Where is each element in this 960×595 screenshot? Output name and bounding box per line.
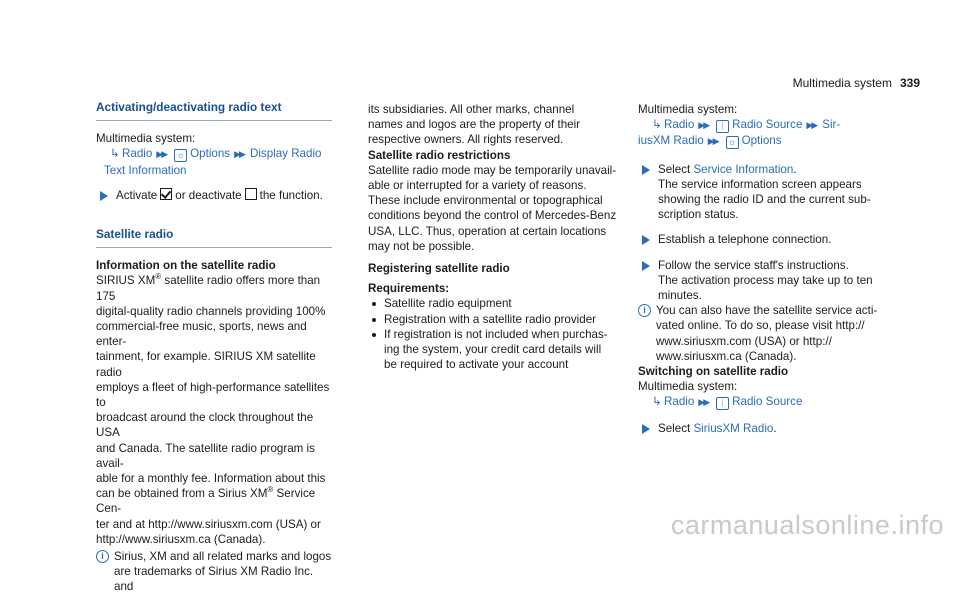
- nav-display-radio-text[interactable]: Display Radio Text Information: [104, 147, 322, 177]
- step-arrow-icon: [100, 191, 108, 201]
- options-icon: ☼: [174, 149, 187, 162]
- checked-box-icon: [160, 188, 172, 200]
- system-label: Multimedia system:: [638, 103, 738, 116]
- nav-path: [638, 394, 883, 410]
- chevron-double-icon: ▶▶: [707, 136, 718, 147]
- section-title-satellite-radio: Satellite radio: [96, 227, 332, 248]
- nav-options[interactable]: Options: [190, 147, 231, 161]
- chevron-double-icon: ▶▶: [698, 397, 709, 408]
- nav-radio-source[interactable]: Radio Source: [732, 118, 803, 132]
- radio-source-icon: ᛁ: [716, 120, 729, 133]
- online-activation-note: i You can also have the satellite service acti- vated online. To do so, please visit http:// www.siriusxm.com (USA) or http:// www.siriusxm.ca (Canada).: [638, 303, 883, 364]
- nav-siriusxm-part1[interactable]: Sir-: [822, 118, 841, 132]
- requirement-item: Registration with a satellite radio provider: [368, 312, 630, 327]
- siriusxm-radio-link[interactable]: SiriusXM Radio: [693, 421, 774, 435]
- step-follow-instructions: Follow the service staff's instructions. The activation process may take up to ten minutes.: [638, 258, 883, 304]
- requirement-item: Satellite radio equipment: [368, 296, 630, 311]
- header-section: Multimedia system: [792, 76, 892, 90]
- nav-path: [638, 117, 883, 133]
- options-icon: ☼: [726, 136, 739, 149]
- return-arrow-icon: ↳: [652, 118, 662, 132]
- chevron-double-icon: ▶▶: [698, 120, 709, 131]
- info-icon: i: [638, 304, 651, 317]
- unchecked-box-icon: [245, 188, 257, 200]
- trademark-note: i Sirius, XM and all related marks and logos are trademarks of Sirius XM Radio Inc. and: [96, 549, 332, 595]
- registering-heading: Registering satellite radio: [368, 262, 510, 276]
- step-arrow-icon: [642, 424, 650, 434]
- chevron-double-icon: ▶▶: [806, 120, 817, 131]
- nav-radio[interactable]: Radio: [122, 147, 153, 161]
- step-select-service-info: Select Service Information. The service information screen appears showing the radio ID and the current sub- scription status.: [638, 162, 883, 223]
- chevron-double-icon: ▶▶: [234, 149, 244, 160]
- nav-radio[interactable]: Radio: [664, 395, 695, 409]
- section-title-radio-text: Activating/deactivating radio text: [96, 100, 332, 121]
- step-arrow-icon: [642, 235, 650, 245]
- system-label: Multimedia system:: [96, 132, 196, 146]
- step-telephone: Establish a telephone connection.: [638, 232, 883, 247]
- column-1: [96, 100, 332, 595]
- restrictions-heading: Satellite radio restrictions: [368, 148, 511, 162]
- nav-radio-source[interactable]: Radio Source: [732, 395, 803, 409]
- info-paragraph: SIRIUS XM® satellite radio offers more than 175 digital-quality radio channels providing 100% commercial-free music, sports, news and enter- tainment, for example. SIRIUS XM satellite radio employs a fleet of high-performance satellites to broadcast around the clock throughout the USA and Canada. The satellite radio program is avail- able for a monthly fee. Information about this can be obtained from a Sirius XM® Service Cen- ter and at http://www.siriusxm.com (USA) or http://www.siriusxm.ca (Canada).: [96, 272, 330, 546]
- trademark-continued: its subsidiaries. All other marks, channel names and logos are the property of their respective owners. All rights reserved.: [368, 103, 581, 147]
- restrictions-paragraph: Satellite radio mode may be temporarily unavail- able or interrupted for a variety of reasons. These include environmental or topographical conditions beyond the control of Mercedes-Benz USA, LLC. Thus, operation at certain locations may not be possible.: [368, 163, 617, 253]
- nav-siriusxm-part2[interactable]: iusXM Radio: [638, 134, 704, 148]
- column-3: [638, 100, 883, 436]
- info-heading: Information on the satellite radio: [96, 259, 276, 273]
- step-activate: Activate or deactivate the function.: [96, 188, 332, 203]
- requirement-item: If registration is not included when purchas- ing the system, your credit card details will be required to activate your account: [368, 327, 630, 373]
- nav-radio[interactable]: Radio: [664, 118, 695, 132]
- nav-path: [96, 146, 332, 177]
- system-label: Multimedia system:: [638, 380, 738, 394]
- return-arrow-icon: ↳: [110, 147, 120, 161]
- step-arrow-icon: [642, 261, 650, 271]
- return-arrow-icon: ↳: [652, 395, 662, 409]
- step-arrow-icon: [642, 165, 650, 175]
- nav-path-continued: [638, 133, 883, 149]
- step-select-siriusxm: Select SiriusXM Radio.: [638, 421, 883, 436]
- radio-source-icon: ᛁ: [716, 397, 729, 410]
- watermark: carmanualsonline.info: [670, 509, 944, 540]
- switching-heading: Switching on satellite radio: [638, 365, 789, 379]
- requirements-heading: Requirements:: [368, 282, 450, 296]
- page-header: [793, 76, 920, 91]
- service-information-link[interactable]: Service Information: [693, 162, 794, 176]
- chevron-double-icon: ▶▶: [156, 149, 167, 160]
- nav-options[interactable]: Options: [741, 134, 782, 148]
- column-2: [368, 100, 630, 372]
- info-icon: i: [96, 550, 109, 563]
- page-number: 339: [899, 76, 920, 90]
